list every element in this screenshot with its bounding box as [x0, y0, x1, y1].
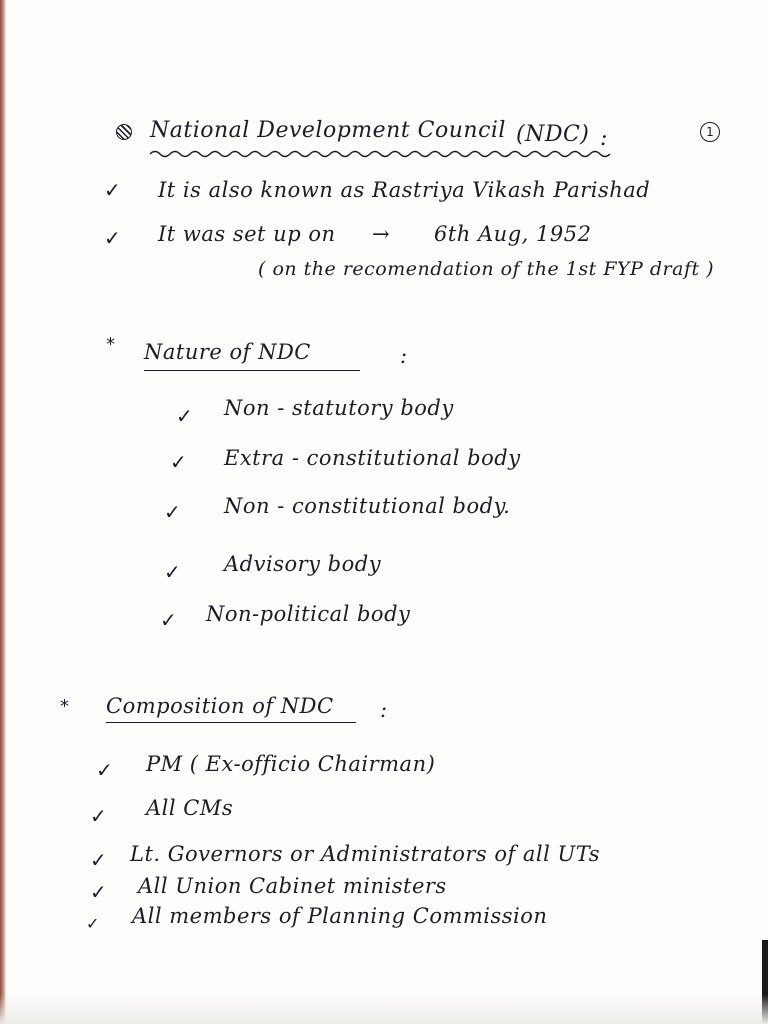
composition-colon: : [380, 698, 388, 722]
composition-item: Lt. Governors or Administrators of all UTs [130, 842, 600, 866]
intro-line-2: It was set up on [158, 222, 336, 246]
heading-abbr: (NDC) [516, 122, 590, 147]
composition-item: All CMs [146, 796, 234, 820]
composition-title-underline [106, 722, 356, 723]
page-bottom-shadow [0, 994, 768, 1024]
check-icon: ✓ [90, 880, 107, 904]
check-icon: ✓ [104, 226, 121, 250]
check-icon: ✓ [86, 914, 100, 933]
nature-item: Non - statutory body [224, 396, 454, 420]
check-icon: ✓ [160, 608, 177, 632]
check-icon: ✓ [90, 804, 107, 828]
composition-item: All Union Cabinet ministers [138, 874, 447, 898]
check-icon: ✓ [176, 404, 193, 428]
arrow-icon: → [372, 222, 391, 246]
check-icon: ✓ [170, 450, 187, 474]
hatched-circle-bullet-icon [116, 124, 132, 140]
nature-bullet: * [106, 334, 115, 355]
nature-title: Nature of NDC [144, 340, 311, 364]
set-up-date: 6th Aug, 1952 [434, 222, 592, 246]
heading-title: National Development Council [150, 118, 506, 143]
page-left-edge [0, 0, 6, 1024]
heading-wavy-underline [150, 148, 610, 164]
check-icon: ✓ [164, 500, 181, 524]
nature-item: Advisory body [224, 552, 382, 576]
page-number-badge: 1 [700, 122, 720, 142]
nature-item: Extra - constitutional body [224, 446, 521, 470]
nature-item: Non - constitutional body. [224, 494, 511, 518]
composition-item: All members of Planning Commission [132, 904, 548, 928]
nature-colon: : [400, 344, 408, 368]
heading-colon: : [600, 126, 608, 151]
nature-title-underline [144, 370, 360, 371]
composition-bullet: * [60, 696, 69, 717]
check-icon: ✓ [164, 560, 181, 584]
check-icon: ✓ [104, 178, 121, 202]
composition-title: Composition of NDC [106, 694, 334, 718]
check-icon: ✓ [90, 848, 107, 872]
intro-line-1: It is also known as Rastriya Vikash Parishad [158, 178, 651, 202]
check-icon: ✓ [96, 758, 113, 782]
nature-item: Non-political body [206, 602, 411, 626]
intro-note: ( on the recomendation of the 1st FYP draft ) [258, 258, 715, 280]
composition-item: PM ( Ex-officio Chairman) [146, 752, 436, 776]
